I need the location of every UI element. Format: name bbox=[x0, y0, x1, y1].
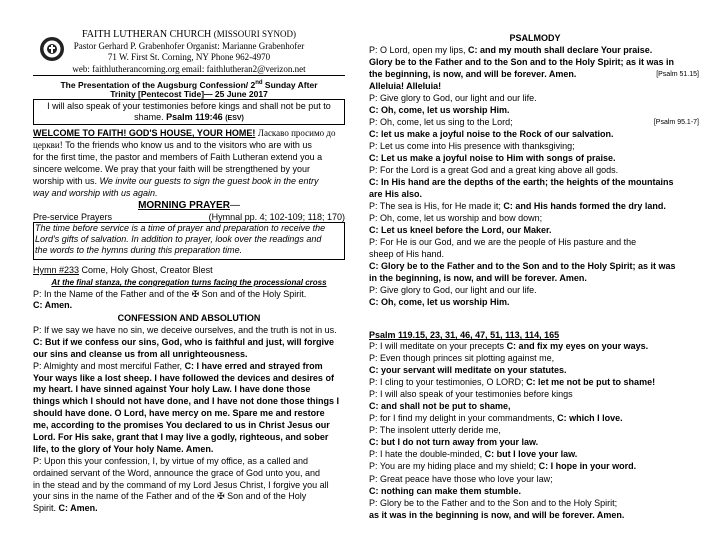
psalmody-heading: PSALMODY bbox=[509, 33, 561, 43]
text-line: P: Give glory to God, our light and our life. bbox=[369, 93, 537, 103]
text-line: are His also. bbox=[369, 189, 423, 199]
text-line: Your ways like a lost sheep. I have followed the devices and desires of bbox=[33, 372, 334, 383]
text-line: me, according to the promises You declared to us in Christ Jesus our bbox=[33, 420, 330, 431]
pastor-line: Pastor Gerhard P. Grabenhofer Organist: Marianne Grabenhofer bbox=[73, 41, 305, 51]
text-line: Lord. For His sake, grant that I may live a godly, righteous, and sober bbox=[33, 432, 329, 443]
text-line: Glory be to the Father and to the Son and to the Holy Spirit; as it was in bbox=[369, 57, 675, 67]
text-line: P: Almighty and most merciful Father, C: I have erred and strayed from bbox=[33, 360, 323, 371]
church-name: FAITH LUTHERAN CHURCH (MISSOURI SYNOD) bbox=[81, 29, 297, 40]
welcome-heading: WELCOME TO FAITH! GOD'S HOUSE, YOUR HOME! bbox=[33, 128, 256, 138]
invocation-response: C: Amen. bbox=[33, 300, 73, 310]
psalm-119-text bbox=[369, 341, 701, 522]
text-line: P: Let us come into His presence with thanksgiving; bbox=[369, 141, 575, 151]
text-line: C: Let us kneel before the Lord, our Maker. bbox=[369, 225, 552, 235]
text-line: your sins in the name of the Father and of the ✠ Son and of the Holy bbox=[33, 491, 307, 502]
text-line: C: But if we confess our sins, God, who is faithful and just, will forgive bbox=[33, 336, 335, 347]
text-line: P: Glory be to the Father and to the Son and to the Holy Spirit; bbox=[369, 497, 618, 508]
text-line: sheep of His hand. bbox=[369, 249, 445, 259]
text-line: C: Glory be to the Father and to the Son and to the Holy Spirit; as it was bbox=[369, 261, 676, 271]
text-line: P: If we say we have no sin, we deceive ourselves, and the truth is not in us. bbox=[33, 325, 337, 335]
header-divider bbox=[33, 75, 345, 76]
text-line: C: Let us make a joyful noise to Him with songs of praise. bbox=[369, 153, 616, 163]
morning-prayer-heading: MORNING PRAYER— bbox=[138, 200, 240, 211]
service-date: Trinity [Pentecost Tide]— 25 June 2017 bbox=[110, 89, 268, 99]
text-line: C: In His hand are the depths of the earth; the heights of the mountains bbox=[369, 177, 674, 187]
text-line: P: You are my hiding place and my shield; C: I hope in your word. bbox=[369, 461, 637, 472]
text-line: the beginning, is now, and will be forever. Amen. [Psalm 51.15] bbox=[369, 69, 699, 79]
text-line: in the stead and by the command of my Lord Jesus Christ, I forgive you all bbox=[33, 479, 329, 490]
text-line: P: Oh, come, let us sing to the Lord; [Psalm 95.1-7] bbox=[369, 117, 699, 127]
text-line: P: I cling to your testimonies, O LORD; C: let me not be put to shame! bbox=[369, 377, 656, 388]
text-line: should have done. O Lord, have mercy on me. Spare me and restore bbox=[33, 408, 325, 419]
text-line: P: Even though princes sit plotting against me, bbox=[369, 353, 555, 364]
text-line: things which I should not have done, and I have not done those things I bbox=[33, 396, 340, 407]
text-line: our sins and cleanse us from all unrighteousness. bbox=[33, 348, 248, 359]
psalmody-text bbox=[369, 45, 701, 309]
service-title: The Presentation of the Augsburg Confession/ 2nd Sunday After bbox=[60, 79, 318, 90]
text-line: C: nothing can make them stumble. bbox=[369, 485, 522, 496]
verse-text: I will also speak of your testimonies before kings and shall not be put to bbox=[47, 101, 331, 111]
text-line: C: your servant will meditate on your statutes. bbox=[369, 365, 567, 376]
text-line: ordained servant of the Word, announce the grace of God unto you, and bbox=[33, 467, 321, 478]
text-line: P: I will meditate on your precepts C: and fix my eyes on your ways. bbox=[369, 341, 649, 351]
text-line: P: For the Lord is a great God and a great king above all gods. bbox=[369, 165, 619, 175]
text-line: P: Great peace have those who love your law; bbox=[369, 473, 553, 484]
welcome-line: церкви! To the friends who know us and to the visitors who are with us bbox=[33, 140, 312, 150]
verse-box bbox=[33, 99, 345, 125]
text-line: Spirit. C: Amen. bbox=[33, 503, 98, 514]
text-line: P: Oh, come, let us worship and bow down; bbox=[369, 213, 543, 223]
text-line: C: Oh, come, let us worship Him. bbox=[369, 105, 510, 115]
psalm-119-heading: Psalm 119.15, 23, 31, 46, 47, 51, 113, 114, 165 bbox=[369, 330, 560, 340]
text-line: P: for I find my delight in your commandments, C: which I love. bbox=[369, 413, 623, 424]
text-line: in the beginning, is now, and will be forever. Amen. bbox=[369, 273, 587, 283]
text-line: P: I hate the double-minded, C: but I love your law. bbox=[369, 449, 578, 460]
welcome-line: worship with us. We invite our guests to sign the guest book in the entry bbox=[33, 176, 319, 186]
text-line: P: I will also speak of your testimonies before kings bbox=[369, 389, 573, 400]
procession-note: At the final stanza, the congregation turns facing the processional cross bbox=[51, 278, 327, 287]
text-line: C: Oh, come, let us worship Him. bbox=[369, 297, 510, 307]
preparation-note-box: The time before service is a time of prayer and preparation to receive the Lord's gifts of salvation. In addition to prayer, look over the readings and the words to the hymns during this preparation time. bbox=[33, 222, 345, 260]
web-email-line: web: faithlutherancorning.org email: faithlutheran2@verizon.net bbox=[72, 64, 306, 74]
opening-hymn: Hymn #233 Come, Holy Ghost, Creator Blest bbox=[33, 265, 213, 275]
church-address: 71 W. First St. Corning, NY Phone 962-4970 bbox=[107, 52, 271, 62]
welcome-heading-line: WELCOME TO FAITH! GOD'S HOUSE, YOUR HOME! Ласкаво просимо до bbox=[33, 128, 336, 138]
text-line: C: but I do not turn away from your law. bbox=[369, 437, 539, 448]
psalm-reference: [Psalm 95.1-7] bbox=[653, 119, 699, 126]
text-line: P: The insolent utterly deride me, bbox=[369, 425, 501, 436]
text-line: P: O Lord, open my lips, C: and my mouth shall declare Your praise. bbox=[369, 45, 653, 55]
confession-text bbox=[33, 325, 345, 515]
text-line: P: Upon this your confession, I, by virtue of my office, as a called and bbox=[33, 455, 308, 466]
text-line: my heart. I have sinned against Your holy Law. I have done those bbox=[33, 384, 311, 395]
text-line: Alleluia! Alleluia! bbox=[369, 81, 442, 91]
confession-heading: CONFESSION AND ABSOLUTION bbox=[117, 313, 261, 323]
preservice-line: Pre-service Prayers (Hymnal pp. 4; 102-109; 118; 170) bbox=[33, 212, 345, 222]
welcome-line: way and worship with us again. bbox=[33, 188, 158, 198]
invocation: P: In the Name of the Father and of the ✠ Son and of the Holy Spirit. bbox=[33, 289, 307, 299]
verse-text-2: shame. Psalm 119:46 (ESV) bbox=[134, 112, 244, 123]
welcome-line: for the first time, the pastor and members of Faith Lutheran extend you a bbox=[33, 152, 323, 162]
text-line: P: Give glory to God, our light and our life. bbox=[369, 285, 537, 295]
text-line: life, to the glory of Your holy Name. Amen. bbox=[33, 443, 214, 454]
text-line: P: The sea is His, for He made it; C: and His hands formed the dry land. bbox=[369, 201, 666, 211]
text-line: as it was in the beginning is now, and will be forever. Amen. bbox=[369, 509, 625, 520]
psalm-reference: [Psalm 51.15] bbox=[656, 71, 699, 78]
text-line: P: For He is our God, and we are the people of His pasture and the bbox=[369, 237, 637, 247]
text-line: C: and shall not be put to shame, bbox=[369, 401, 511, 412]
welcome-line: sincere welcome. We pray that your faith will be strengthened by your bbox=[33, 164, 310, 174]
text-line: C: let us make a joyful noise to the Rock of our salvation. bbox=[369, 129, 614, 139]
